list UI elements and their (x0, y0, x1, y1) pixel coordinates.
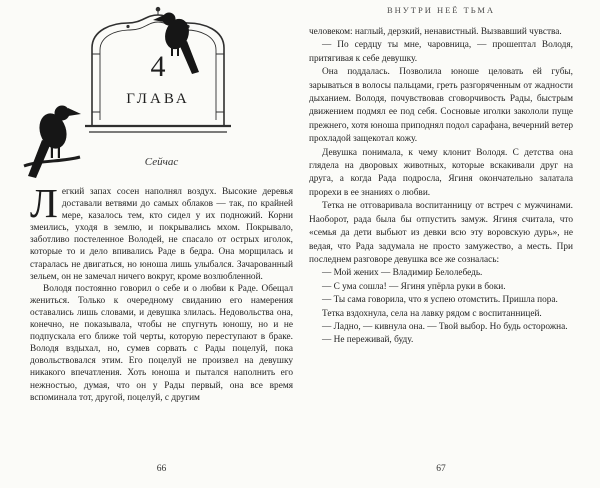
paragraph: — Мой жених — Владимир Белолебедь. (322, 268, 483, 279)
paragraph: Тетка вздохнула, села на лавку рядом с воспитанницей. (322, 308, 542, 319)
right-page-text (309, 26, 573, 348)
left-page-text (30, 180, 293, 404)
paragraph: — С ума сошла! — Ягиня упёрла руки в боки. (322, 281, 506, 292)
paragraph: Она поддалась. Позволила юноше целовать ей губы, зарываться в волосы пальцами, греть разгоряченным от жадности дыханием. Володя, почувствовав сговорчивость Рады, быстрым движением подмял ее под себя. Сосновые иголки закололи пуще прежнего, хотя юноша приподнял подол сарафана, вечерний ветер прохладой защекотал кожу. (309, 67, 573, 145)
paragraph: Володя постоянно говорил о себе и о любви к Раде. Обещал жениться. Только к очередному свиданию его намерения оставались лишь словами, и девушка злилась. Недовольства она, конечно, не показывала, чтобы не спугнуть юношу, но и не подпускала его ближе той черты, которую переступают в браке. Володя вздыхал, но, сумев сорвать с Рады поцелуй, пока довольствовался этим. Его поцелуй не произвел на девушку никакого впечатления. Хоть юноша и пытался наполнить его нежностью, думая, что он у Рады первый, она все время вспоминала тот, другой, поцелуй, с другим (30, 283, 293, 403)
paragraph: Тетка не отговаривала воспитанницу от встреч с мужчинами. Наоборот, рада была бы отпустить замуж. Ягиня считала, что «семья да дети выбьют из девки всю эту воровскую дурь», не ведая, что Рада задумала не просто замужество, а месть. При последнем разговоре девушка все же созналась: (309, 201, 573, 265)
paragraph: — Ты сама говорила, что я успею отомстить. Пришла пора. (322, 295, 558, 306)
raven-icon (20, 96, 82, 182)
chapter-number: 4 (150, 50, 166, 83)
paragraph: — По сердцу ты мне, чаровница, — прошептал Володя, притягивая к себе девушку. (309, 40, 573, 64)
dropcap: Л (30, 180, 58, 226)
page-number-left: 66 (156, 464, 167, 474)
section-title: Сейчас (144, 156, 179, 168)
raven-icon (152, 10, 204, 78)
paragraph: Девушка понимала, к чему клонит Володя. С детства она глядела на дворовых животных, которые вскакивали друг на друга, а когда Рада подросла, Ягиня окончательно залатала прорехи в ее знаниях о любви. (309, 147, 573, 198)
paragraph: человеком: наглый, дерзкий, ненавистный. Вызвавший чувства. (309, 27, 562, 37)
chapter-word: ГЛАВА (126, 91, 190, 107)
page-number-right: 67 (436, 464, 446, 474)
paragraph (30, 180, 293, 283)
running-header: ВНУТРИ НЕЁ ТЬМА (386, 5, 496, 15)
paragraph: — Ладно, — кивнула она. — Твой выбор. Но будь осторожна. (322, 321, 568, 332)
paragraph-text: егкий запах сосен наполнял воздух. Высокие деревья доставали ветвями до самых облаков — так, по крайней мере, казалось тем, кто сидел у их подножий. Корни змеились, уходя в землю, и покрывались мхом. Покрывало, заботливо постеленное Володей, не спасало от острых иголок, которые то и дело впивались Раде в бедра. Она морщилась и старалась не двигаться, но юноша лишь улыбался. Зачарованный зельем, он не замечал ничего вокруг, кроме возлюбленной. (30, 187, 293, 282)
paragraph: — Не переживай, буду. (322, 335, 414, 346)
